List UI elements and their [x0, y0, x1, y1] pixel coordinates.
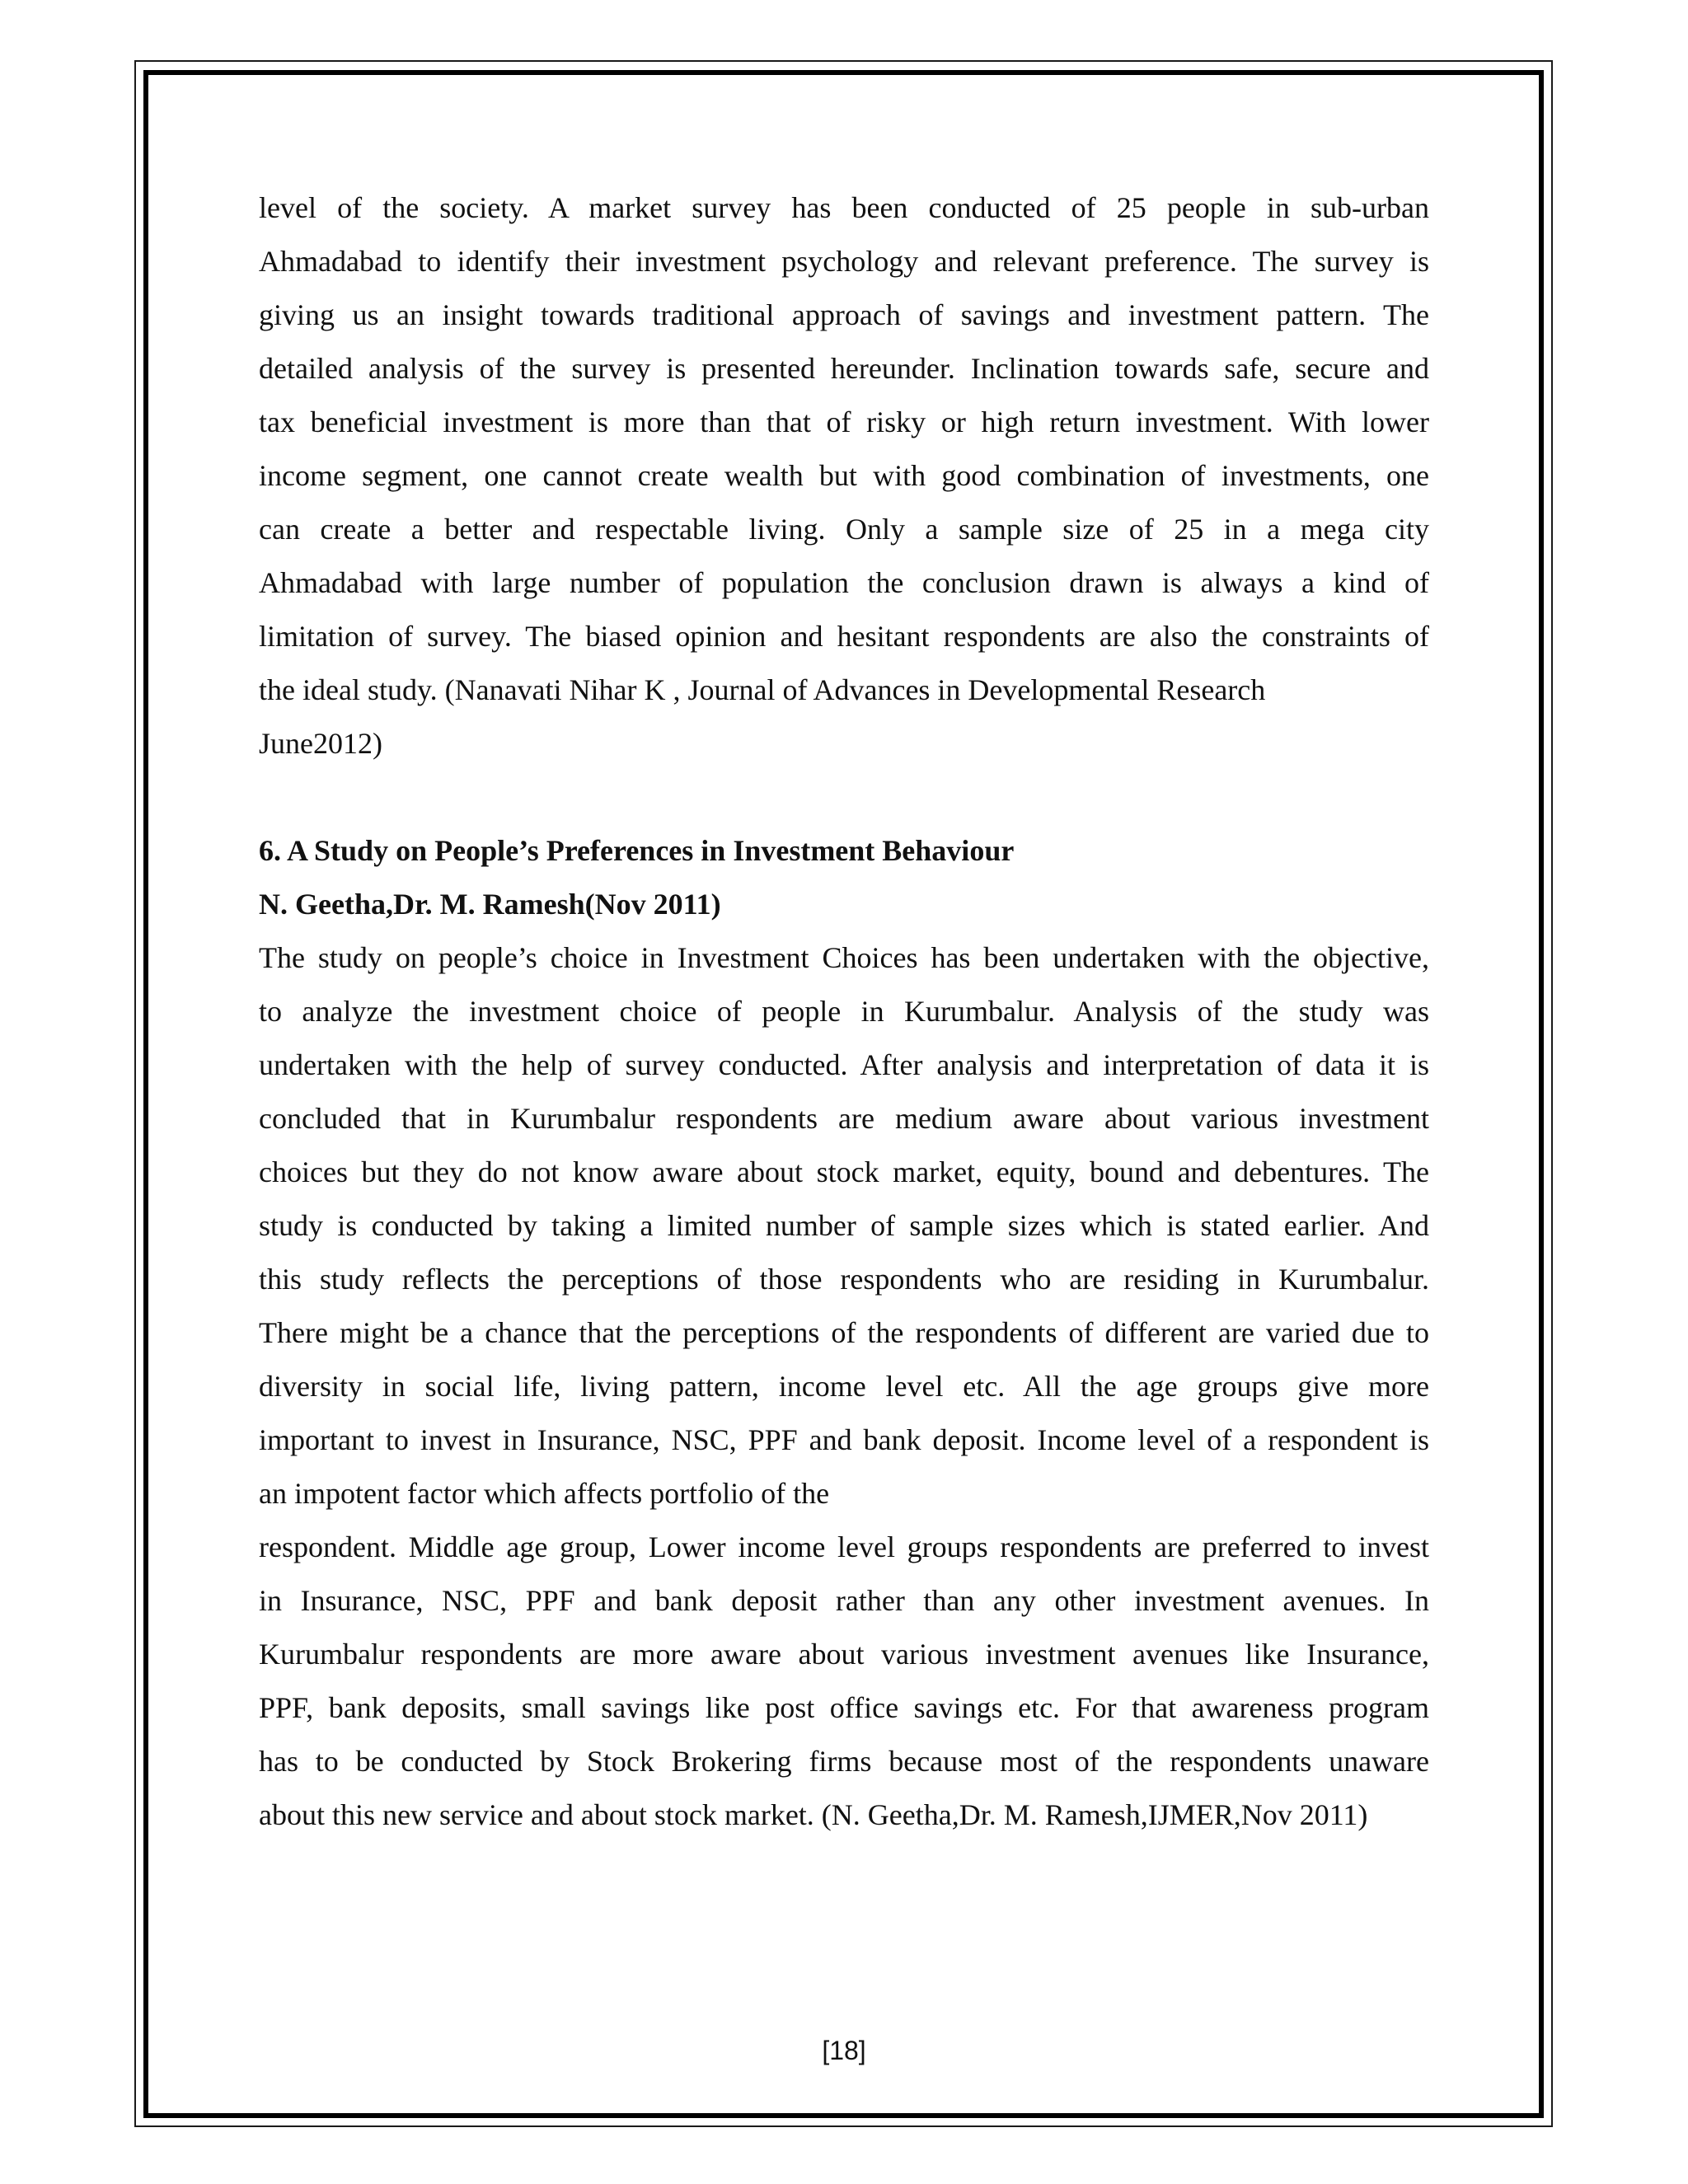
text-line: income segment, one cannot create wealth but with good combination of investments, one — [259, 459, 1429, 492]
text-line: the ideal study. (Nanavati Nihar K , Journal of Advances in Developmental Research — [259, 673, 1266, 706]
paragraph-study-conclusion — [259, 1521, 1429, 1842]
text-line: detailed analysis of the survey is presented hereunder. Inclination towards safe, secure and — [259, 352, 1429, 385]
section-spacer — [259, 771, 1429, 824]
text-line: The study on people’s choice in Investment Choices has been undertaken with the objective, — [259, 941, 1429, 974]
paragraph-survey-summary — [259, 181, 1429, 771]
page-content — [259, 181, 1429, 1842]
text-line: PPF, bank deposits, small savings like post office savings etc. For that awareness program — [259, 1691, 1429, 1724]
text-line: diversity in social life, living pattern, income level etc. All the age groups give more — [259, 1370, 1429, 1403]
text-line: limitation of survey. The biased opinion and hesitant respondents are also the constraints of — [259, 620, 1429, 653]
text-line: has to be conducted by Stock Brokering firms because most of the respondents unaware — [259, 1745, 1429, 1778]
text-line: level of the society. A market survey has been conducted of 25 people in sub-urban — [259, 191, 1429, 224]
text-line: Ahmadabad with large number of population the conclusion drawn is always a kind of — [259, 566, 1429, 599]
text-line: respondent. Middle age group, Lower income level groups respondents are preferred to invest — [259, 1530, 1429, 1563]
text-line: giving us an insight towards traditional approach of savings and investment pattern. The — [259, 298, 1429, 331]
text-line: choices but they do not know aware about stock market, equity, bound and debentures. The — [259, 1155, 1429, 1188]
text-line: There might be a chance that the perceptions of the respondents of different are varied due to — [259, 1316, 1429, 1349]
text-line: concluded that in Kurumbalur respondents are medium aware about various investment — [259, 1102, 1429, 1135]
text-line: undertaken with the help of survey conducted. After analysis and interpretation of data it is — [259, 1048, 1429, 1081]
text-line: June2012) — [259, 727, 382, 760]
text-line: about this new service and about stock market. (N. Geetha,Dr. M. Ramesh,IJMER,Nov 2011) — [259, 1798, 1368, 1831]
paragraph-study-description — [259, 931, 1429, 1521]
text-line: important to invest in Insurance, NSC, PPF and bank deposit. Income level of a respondent is — [259, 1423, 1429, 1456]
section-authors: N. Geetha,Dr. M. Ramesh(Nov 2011) — [259, 888, 721, 921]
section-heading: 6. A Study on People’s Preferences in Investment Behaviour — [259, 834, 1015, 867]
text-line: to analyze the investment choice of people in Kurumbalur. Analysis of the study was — [259, 995, 1429, 1028]
text-line: tax beneficial investment is more than that of risky or high return investment. With lower — [259, 405, 1429, 438]
text-line: Kurumbalur respondents are more aware about various investment avenues like Insurance, — [259, 1638, 1429, 1671]
text-line: study is conducted by taking a limited number of sample sizes which is stated earlier. And — [259, 1209, 1429, 1242]
text-line: can create a better and respectable living. Only a sample size of 25 in a mega city — [259, 513, 1429, 546]
page-number: [18] — [822, 2036, 866, 2065]
text-line: an impotent factor which affects portfolio of the — [259, 1477, 830, 1510]
text-line: Ahmadabad to identify their investment psychology and relevant preference. The survey is — [259, 245, 1429, 278]
text-line: in Insurance, NSC, PPF and bank deposit rather than any other investment avenues. In — [259, 1584, 1429, 1617]
text-line: this study reflects the perceptions of those respondents who are residing in Kurumbalur. — [259, 1263, 1429, 1296]
